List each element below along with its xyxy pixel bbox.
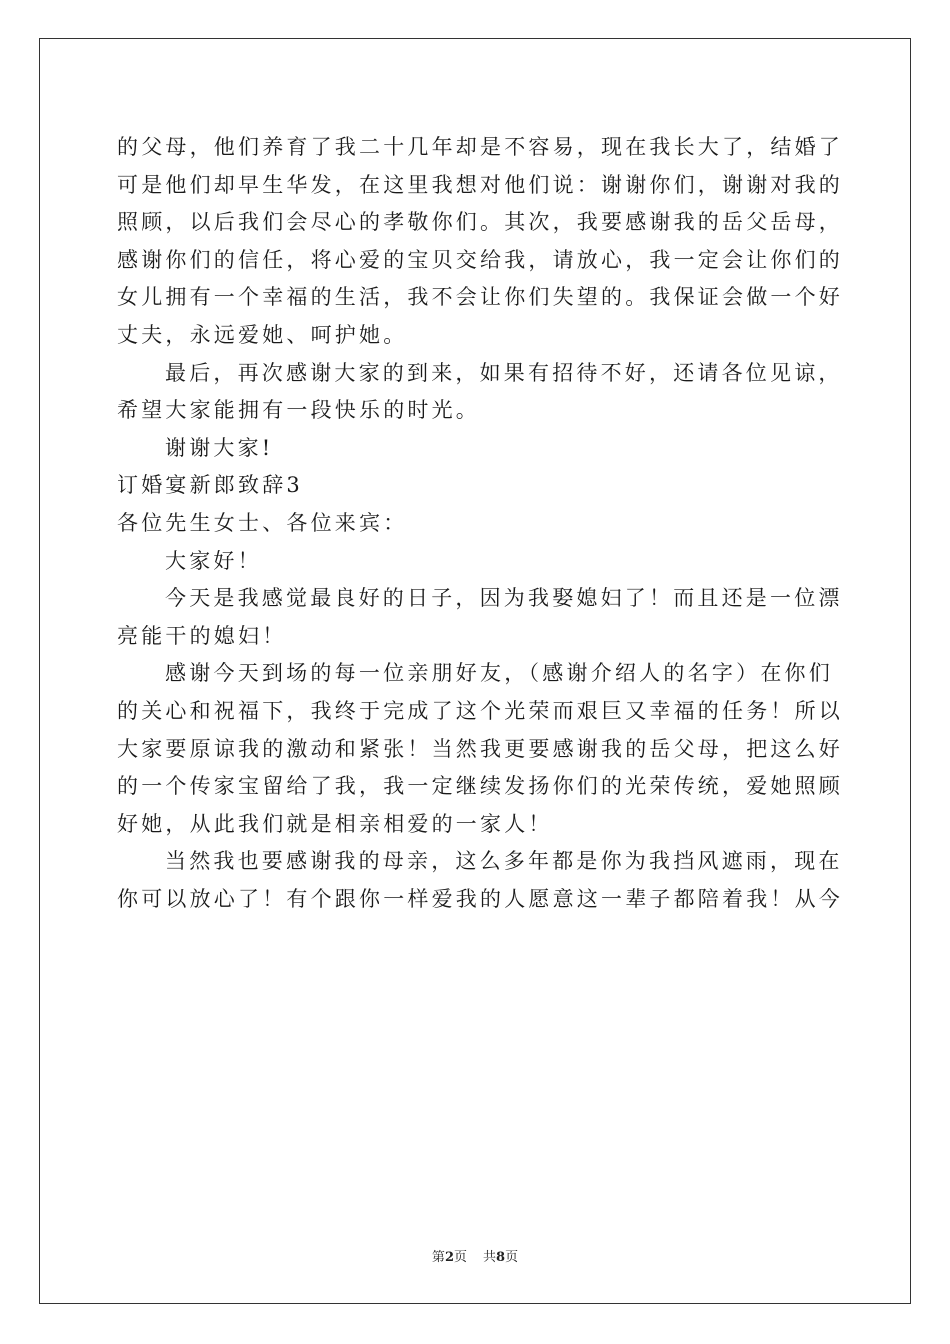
paragraph-line: 大家好！ (165, 548, 262, 573)
paragraph-line: 大家要原谅我的激动和紧张！当然我更要感谢我的岳父母，把这么好 (117, 736, 843, 761)
paragraph-line: 希望大家能拥有一段快乐的时光。 (117, 398, 480, 423)
footer-page-unit: 页 (453, 1250, 467, 1265)
paragraph-line: 的关心和祝福下，我终于完成了这个光荣而艰巨又幸福的任务！所以 (117, 698, 843, 723)
paragraph-line: 当然我也要感谢我的母亲，这么多年都是你为我挡风遮雨，现在 (165, 849, 843, 874)
paragraph (117, 505, 833, 543)
paragraph-line: 可是他们却早生华发，在这里我想对他们说：谢谢你们，谢谢对我的 (117, 172, 843, 197)
paragraph-line: 好她，从此我们就是相亲相爱的一家人！ (117, 811, 553, 836)
paragraph-line: 的父母，他们养育了我二十几年却是不容易，现在我长大了，结婚了 (117, 135, 843, 159)
paragraph (117, 355, 843, 430)
paragraph-line: 亮能干的媳妇！ (117, 623, 287, 648)
paragraph-line: 的一个传家宝留给了我，我一定继续发扬你们的光荣传统，爱她照顾 (117, 774, 843, 799)
paragraph (117, 655, 843, 843)
paragraph (117, 580, 843, 655)
footer-total-pages: 8 (496, 1250, 506, 1265)
paragraph-line: 女儿拥有一个幸福的生活，我不会让你们失望的。我保证会做一个好 (117, 285, 843, 310)
paragraph-line: 感谢今天到场的每一位亲朋好友，（感谢介绍人的名字）在你们 (165, 661, 833, 686)
footer-prefix: 第 (431, 1250, 445, 1265)
paragraph-line: 照顾，以后我们会尽心的孝敬你们。其次，我要感谢我的岳父岳母， (117, 210, 843, 235)
paragraph-line: 各位先生女士、各位来宾： (117, 510, 408, 535)
document-body (117, 129, 843, 918)
paragraph (117, 843, 843, 918)
paragraph-line: 你可以放心了！有个跟你一样爱我的人愿意这一辈子都陪着我！从今 (117, 886, 843, 911)
page-footer (0, 1246, 950, 1265)
footer-total-unit: 页 (505, 1250, 519, 1265)
paragraph (117, 129, 843, 355)
footer-page-number: 2 (444, 1250, 454, 1265)
paragraph (117, 467, 833, 505)
paragraph-line: 今天是我感觉最良好的日子，因为我娶媳妇了！而且还是一位漂 (165, 586, 843, 611)
paragraph-line: 感谢你们的信任，将心爱的宝贝交给我，请放心，我一定会让你们的 (117, 247, 843, 272)
paragraph-line: 谢谢大家! (165, 435, 274, 460)
paragraph (117, 543, 833, 581)
footer-total-prefix: 共 (483, 1250, 497, 1265)
paragraph-line: 订婚宴新郎致辞3 (117, 473, 303, 498)
paragraph-line: 最后，再次感谢大家的到来，如果有招待不好，还请各位见谅， (165, 360, 843, 385)
paragraph (117, 430, 833, 468)
paragraph-line: 丈夫，永远爱她、呵护她。 (117, 322, 408, 347)
